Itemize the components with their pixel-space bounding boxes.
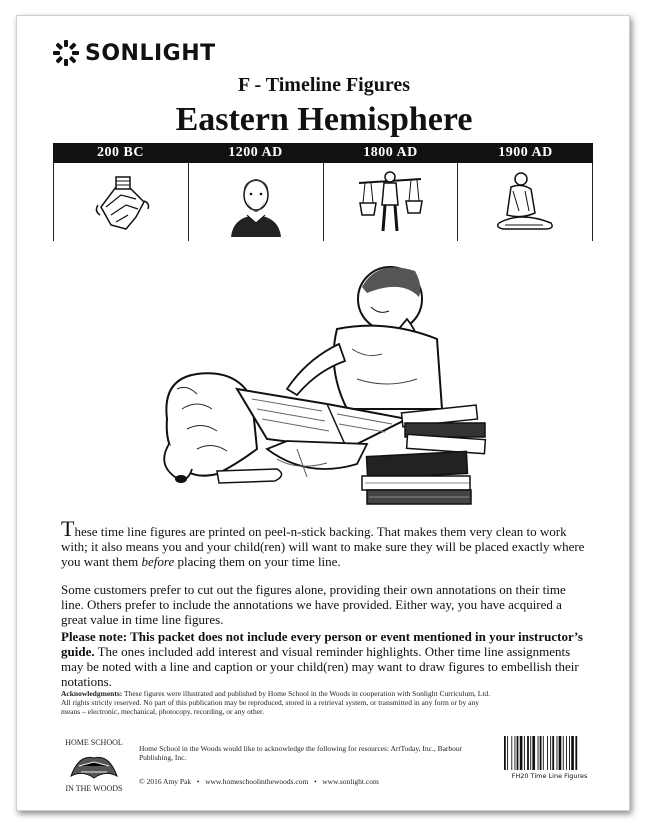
footer-bullet: • — [196, 777, 200, 786]
footer-line — [139, 777, 379, 786]
intro-text-b: placing them on your time line. — [174, 554, 341, 569]
seated-man-icon — [485, 167, 565, 237]
timeline-strip — [53, 143, 593, 243]
note-text: The ones included add interest and visual reminder highlights. Other time line assignments may be noted with a line and caption or your child(ren) may want to draw figures to embellish their notations. — [61, 644, 579, 689]
page-title: Eastern Hemisphere — [175, 101, 473, 138]
customers-paragraph: Some customers prefer to cut out the figures alone, providing their own annotations on their time line. Others prefer to include the annotations we have provided. Either way, you have acquired a great value in time line figures. — [61, 582, 566, 627]
barcode-bar — [557, 736, 558, 770]
barcode-bar — [530, 736, 531, 770]
timeline-date-bar — [53, 143, 593, 163]
barcode-bar — [511, 736, 512, 770]
barcode-bar — [559, 736, 562, 770]
timeline-date: 1800 AD — [363, 145, 418, 160]
barcode-bar — [569, 736, 570, 770]
barcode-bar — [575, 736, 577, 770]
barcode-bar — [517, 736, 519, 770]
hsw-logo-top-text: HOME SCHOOL — [65, 738, 123, 747]
boy-reading-with-dog-illustration — [157, 249, 497, 514]
timeline-date: 1900 AD — [498, 145, 553, 160]
intro-text-a: hese time line figures are printed on peel-n-stick backing. That makes them very clean to work with; it also means you and your child(ren) will want to make sure they will be placed exactly where you want them — [61, 524, 585, 569]
copyright-text: © 2016 Amy Pak — [139, 777, 192, 786]
home-school-in-the-woods-logo — [59, 736, 129, 796]
page-subtitle: F - Timeline Figures — [237, 74, 411, 96]
barcode-bar — [507, 736, 508, 770]
barcode-bar — [563, 736, 564, 770]
barcode-bar — [538, 736, 539, 770]
water-carrier-icon — [355, 167, 425, 237]
acknowledgments-label: Acknowledgments: — [61, 689, 123, 698]
timeline-date: 1200 AD — [228, 145, 283, 160]
barcode-bar — [550, 736, 551, 770]
barcode-label: FH20 Time Line Figures — [511, 772, 588, 780]
barcode-bar — [540, 736, 542, 770]
brand-name: SONLIGHT — [85, 40, 216, 66]
hsw-website-link[interactable]: www.homeschoolinthewoods.com — [205, 777, 309, 786]
barcode-bar — [543, 736, 544, 770]
timeline-figure-cell — [323, 163, 458, 241]
barcode-bar — [571, 736, 574, 770]
barcode-bar — [515, 736, 516, 770]
barcode-bar — [520, 736, 523, 770]
barcode-bar — [532, 736, 535, 770]
scroll-figure-icon — [86, 167, 156, 237]
note-heading: Please note: This packet does not include every person or event mentioned in your instructor’s guide. — [61, 629, 583, 659]
barcode — [502, 736, 597, 770]
timeline-figure-cell — [188, 163, 323, 241]
sunburst-icon — [53, 40, 79, 66]
acknowledgments-text: These figures were illustrated and published by Home School in the Woods in cooperation with Sonlight Curriculum, Ltd. All rights strictly reserved. No part of this publication may be reproduced, stored in a retrieval system, or transmitted in any form or by any means – electronic, mechanical, photocopy, recording, or any other. — [61, 689, 491, 716]
sonlight-website-link[interactable]: www.sonlight.com — [322, 777, 379, 786]
timeline-figures — [53, 163, 593, 241]
timeline-figure-cell — [457, 163, 593, 241]
sonlight-logo — [53, 40, 216, 66]
timeline-figure-cell — [53, 163, 188, 241]
acknowledgments — [61, 689, 491, 716]
footer-bullet: • — [313, 777, 317, 786]
barcode-bar — [547, 736, 548, 770]
barcode-bar — [527, 736, 529, 770]
note-paragraph — [61, 629, 591, 689]
barcode-bar — [552, 736, 554, 770]
barcode-bar — [504, 736, 506, 770]
barcode-bar — [524, 736, 525, 770]
barcode-bar — [566, 736, 567, 770]
drop-cap: T — [61, 516, 75, 541]
intro-emphasis: before — [141, 554, 175, 569]
resources-credit: Home School in the Woods would like to acknowledge the following for resources: ArtToday, Inc., Barbour Publishing, Inc. — [139, 744, 463, 762]
timeline-date: 200 BC — [97, 145, 144, 160]
hsw-logo-bottom-text: IN THE WOODS — [65, 784, 123, 793]
bearded-man-portrait-icon — [223, 167, 289, 237]
document-page — [16, 15, 630, 811]
intro-paragraph — [61, 516, 591, 569]
